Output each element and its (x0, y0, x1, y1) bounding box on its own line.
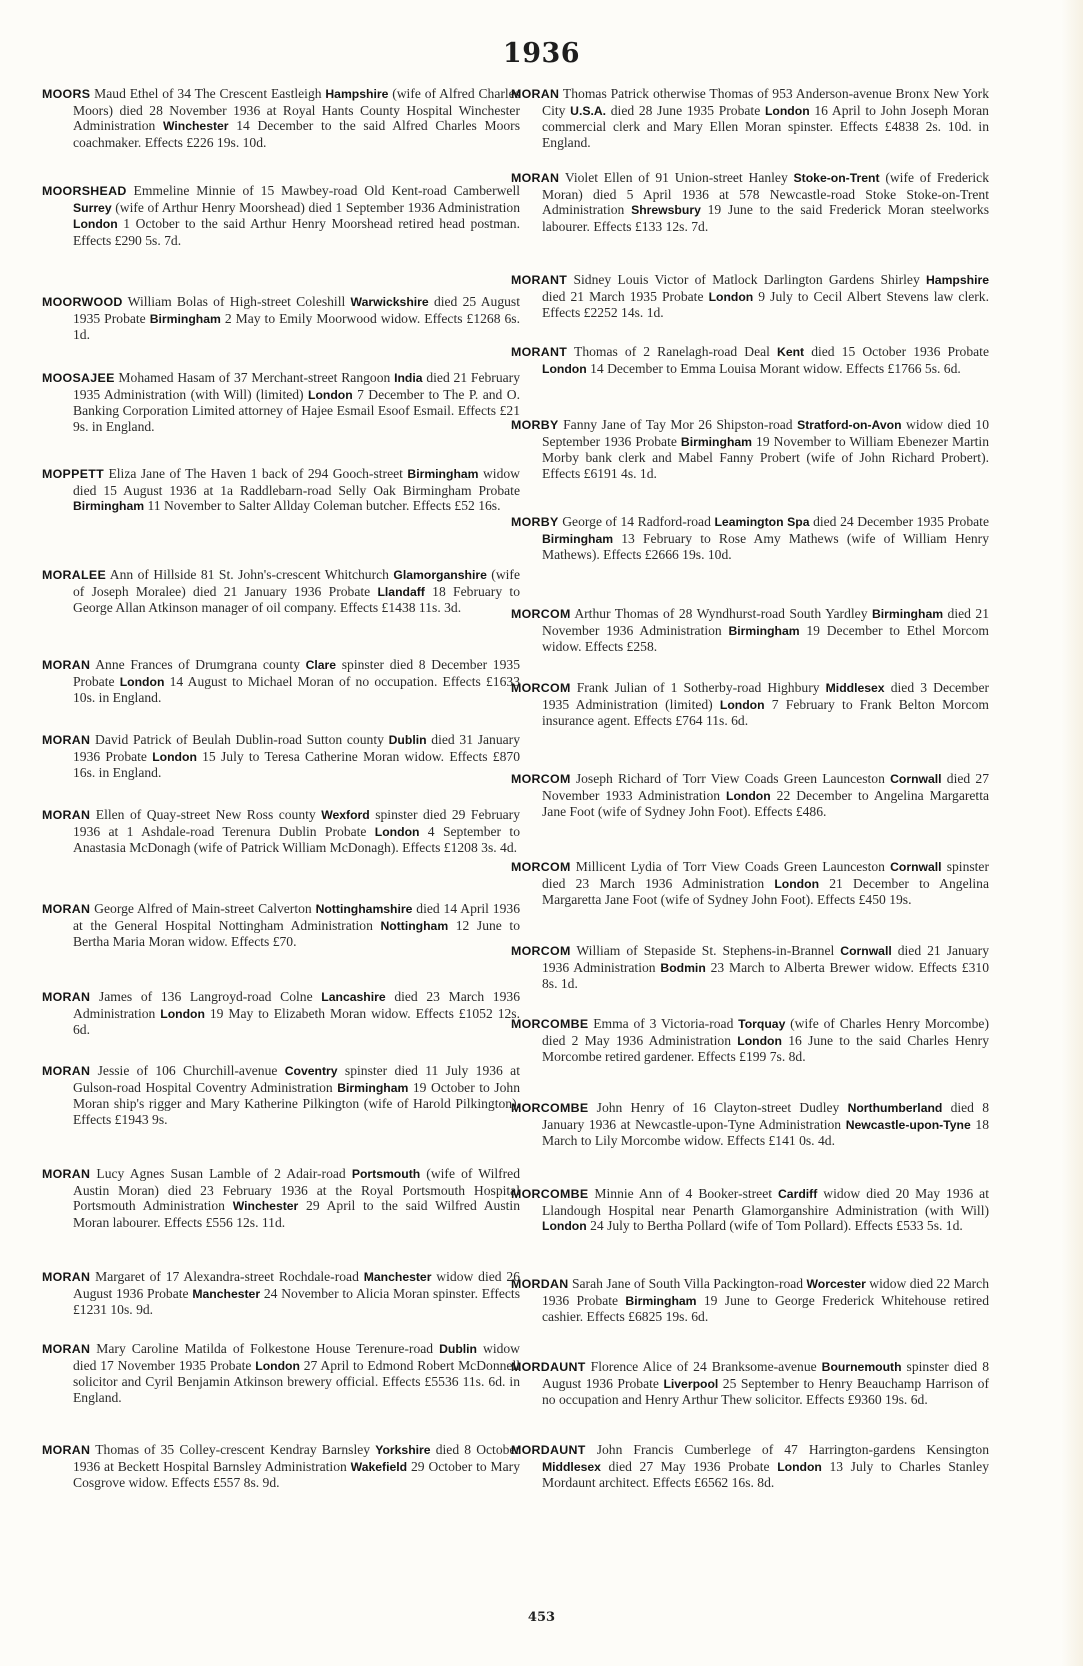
entry-place-name: Birmingham (407, 467, 479, 481)
entry-text: Violet Ellen of 91 Union-street Hanley (559, 170, 794, 185)
entry-surname: MORCOM (511, 681, 571, 695)
entry-text: 14 December to the said Alfred Charles Moors coachmaker. Effects £226 19s. 10d. (73, 118, 520, 150)
entry-text: died 25 August 1935 Probate (73, 294, 520, 326)
probate-entry (42, 732, 520, 781)
page-number: 453 (527, 1610, 556, 1625)
entry-place-name: Llandaff (377, 584, 425, 599)
entry-place-name: Hampshire (325, 87, 389, 101)
entry-surname: MORAN (42, 733, 91, 747)
entry-place-name: London (374, 824, 420, 839)
probate-entry (42, 989, 520, 1038)
entry-surname: MORALEE (42, 568, 107, 582)
entry-place-name: London (160, 1006, 205, 1021)
entry-place-name: Wakefield (350, 1459, 408, 1474)
entry-text: 29 April to the said Wilfred Austin Moran labourer. Effects £556 12s. 11d. (73, 1198, 520, 1230)
entry-place-name: Nottingham (380, 918, 449, 933)
entry-place-name: London (764, 103, 810, 118)
entry-place-name: U.S.A. (570, 103, 607, 118)
entry-place-name: Coventry (284, 1064, 338, 1078)
entry-place-name: Middlesex (542, 1459, 601, 1474)
entry-surname: MORCOM (511, 607, 571, 621)
probate-entry (511, 1276, 989, 1325)
probate-entry (511, 344, 989, 377)
entry-text: 19 June to the said Frederick Moran steelworks labourer. Effects £133 12s. 7d. (542, 202, 989, 234)
entry-place-name: London (73, 217, 118, 232)
entry-text: widow died 10 September 1936 Probate (542, 417, 989, 449)
probate-entry (511, 1100, 989, 1149)
entry-place-name: Birmingham (542, 531, 614, 546)
probate-entry (42, 1063, 520, 1127)
entry-text: Emmeline Minnie of 15 Mawbey-road Old Kent-road Camberwell (126, 183, 520, 198)
entry-place-name: Leamington Spa (714, 515, 810, 529)
entry-text: 19 May to Elizabeth Moran widow. Effects £1052 12s. 6d. (73, 1005, 520, 1038)
entry-surname: MORBY (511, 515, 559, 529)
entry-text: died 21 November 1936 Administration (542, 606, 989, 638)
entry-text: widow died 26 August 1936 Probate (73, 1269, 520, 1301)
entry-place-name: London (308, 387, 353, 402)
entry-place-name: Glamorganshire (393, 568, 487, 582)
probate-entry (511, 859, 989, 908)
entry-text: Margaret of 17 Alexandra-street Rochdale-road (90, 1269, 364, 1284)
entry-text: Sidney Louis Victor of Matlock Darlington Gardens Shirley (567, 272, 926, 287)
entry-text: 16 June to the said Charles Henry Morcombe retired gardener. Effects £199 7s. 8d. (542, 1032, 989, 1065)
entry-text: 29 October to Mary Cosgrove widow. Effects £557 8s. 9d. (73, 1458, 520, 1491)
entry-text: 23 March to Alberta Brewer widow. Effects £310 8s. 1d. (542, 959, 989, 992)
entry-text: 19 June to George Frederick Whitehouse retired cashier. Effects £6825 19s. 6d. (542, 1292, 989, 1325)
entry-surname: MOOSAJEE (42, 371, 115, 385)
entry-text: Ann of Hillside 81 St. John's-crescent Whitchurch (106, 567, 394, 582)
entry-place-name: Stoke-on-Trent (793, 171, 880, 185)
probate-entry (42, 1442, 520, 1491)
entry-place-name: Nottinghamshire (315, 902, 413, 916)
entry-place-name: Worcester (806, 1277, 866, 1291)
entry-place-name: London (726, 788, 771, 803)
entry-text: (wife of Frederick Moran) died 5 April 1936 at 578 Newcastle-road Stoke Stoke-on-Trent Administration (542, 170, 989, 218)
probate-entry (42, 294, 520, 343)
entry-surname: MORAN (42, 1270, 91, 1284)
entry-place-name: Cornwall (890, 860, 942, 874)
entry-place-name: Birmingham (625, 1293, 697, 1308)
entry-surname: MORBY (511, 418, 559, 432)
entry-text: spinster died 8 December 1935 Probate (73, 657, 520, 689)
entry-text: 18 February to George Allan Atkinson manager of oil company. Effects £1438 11s. 3d. (73, 583, 520, 616)
entry-place-name: Bournemouth (821, 1360, 902, 1374)
entry-text: 12 June to Bertha Maria Moran widow. Effects £70. (73, 917, 520, 950)
entry-text: died 21 January 1936 Administration (542, 943, 989, 975)
entry-surname: MORANT (511, 345, 568, 359)
entry-text: 24 November to Alicia Moran spinster. Effects £1231 10s. 9d. (73, 1285, 520, 1318)
entry-text: died 15 October 1936 Probate (804, 344, 989, 359)
entry-text: (wife of Arthur Henry Moorshead) died 1 September 1936 Administration (111, 199, 520, 215)
probate-entry (42, 1341, 520, 1405)
entry-text: 19 October to John Moran ship's rigger and Mary Katherine Pilkington (wife of Harold Pilkington). Effects £1943 9s. (73, 1079, 520, 1127)
entry-text: died 21 February 1935 Administration (with Will) (limited) (73, 370, 520, 402)
entry-text: spinster died 11 July 1936 at Gulson-road Hospital Coventry Administration (73, 1063, 520, 1095)
entry-text: 15 July to Teresa Catherine Moran widow. Effects £870 16s. in England. (73, 748, 520, 781)
probate-entry (42, 657, 520, 706)
entry-text: widow died 20 May 1936 at Llandough Hospital near Penarth Glamorganshire Administration (with Will) (542, 1186, 989, 1218)
probate-entry (42, 86, 520, 150)
entry-text: Ellen of Quay-street New Ross county (90, 807, 322, 822)
entry-text: Thomas of 2 Ranelagh-road Deal (567, 344, 778, 359)
entry-text: Minnie Ann of 4 Booker-street (588, 1186, 778, 1201)
entry-text: died 27 November 1933 Administration (542, 771, 990, 803)
entry-place-name: Surrey (73, 200, 112, 215)
entry-surname: MORDAN (511, 1277, 569, 1291)
entry-surname: MORAN (42, 902, 91, 916)
entry-text: James of 136 Langroyd-road Colne (90, 989, 322, 1004)
entry-text: Eliza Jane of The Haven 1 back of 294 Gooch-street (104, 466, 408, 481)
probate-entry (42, 807, 520, 856)
entry-place-name: Kent (777, 345, 805, 359)
entry-text: 2 May to Emily Moorwood widow. Effects £1268 6s. 1d. (73, 310, 520, 343)
entry-text: 1 October to the said Arthur Henry Moorshead retired head postman. Effects £290 5s. 7d. (73, 216, 520, 248)
entry-surname: MORAN (42, 1443, 91, 1457)
entry-place-name: London (777, 1459, 822, 1474)
entry-text: 11 November to Salter Allday Coleman butcher. Effects £52 16s. (144, 498, 501, 514)
probate-entry (511, 170, 989, 234)
entry-text: spinster died 23 March 1936 Administration (542, 859, 989, 891)
entry-place-name: London (708, 289, 754, 304)
entry-surname: MORAN (42, 658, 91, 672)
entry-surname: MORAN (511, 171, 560, 185)
entry-place-name: Clare (305, 658, 337, 672)
entry-place-name: Hampshire (926, 273, 989, 287)
probate-entry (511, 1442, 989, 1491)
entry-text: Emma of 3 Victoria-road (588, 1016, 739, 1031)
entry-text: Jessie of 106 Churchill-avenue (90, 1063, 285, 1078)
entry-text: died 24 December 1935 Probate (809, 514, 989, 529)
entry-surname: MOORWOOD (42, 295, 123, 309)
probate-entry (511, 771, 989, 820)
entry-text: Maud Ethel of 34 The Crescent Eastleigh (90, 86, 326, 101)
entry-text: Sarah Jane of South Villa Packington-road (568, 1276, 807, 1291)
entry-text: 22 December to Angelina Margaretta Jane Foot (wife of Sydney John Foot). Effects £486. (542, 787, 990, 820)
probate-entry (511, 1016, 989, 1065)
entry-place-name: London (255, 1358, 300, 1373)
entry-text: Florence Alice of 24 Branksome-avenue (585, 1359, 822, 1374)
entry-place-name: Birmingham (149, 311, 221, 326)
probate-entry (42, 1166, 520, 1230)
entry-text: died 31 January 1936 Probate (73, 732, 520, 764)
entry-place-name: Lancashire (321, 990, 386, 1004)
entry-text: 18 March to Lily Morcombe widow. Effects £141 0s. 4d. (542, 1116, 989, 1149)
entry-text: 14 August to Michael Moran of no occupation. Effects £1633 10s. in England. (73, 673, 520, 706)
entry-text: Mohamed Hasam of 37 Merchant-street Rangoon (114, 370, 395, 385)
probate-entry (511, 1359, 989, 1408)
entry-text: 24 July to Bertha Pollard (wife of Tom Pollard). Effects £533 5s. 1d. (586, 1218, 963, 1234)
entry-text: 7 February to Frank Belton Morcom insurance agent. Effects £764 11s. 6d. (542, 696, 989, 729)
entry-place-name: Yorkshire (375, 1443, 431, 1457)
probate-entry (42, 183, 520, 248)
entry-place-name: Cornwall (840, 944, 892, 958)
entry-text: died 8 October 1936 at Beckett Hospital Barnsley Administration (73, 1442, 520, 1474)
entry-text: widow died 15 August 1936 at 1a Raddlebarn-road Selly Oak Birmingham Probate (73, 466, 520, 498)
entry-surname: MORCOMBE (511, 1187, 589, 1201)
probate-entry (511, 272, 989, 321)
entry-place-name: Bodmin (660, 960, 706, 975)
entry-surname: MORCOM (511, 944, 571, 958)
entry-surname: MORAN (42, 1342, 91, 1356)
entry-text: 19 December to Ethel Morcom widow. Effects £258. (542, 622, 989, 655)
entry-text: spinster died 29 February 1936 at 1 Ashdale-road Terenura Dublin Probate (73, 807, 521, 839)
entry-place-name: Middlesex (825, 681, 885, 695)
entry-text: Frank Julian of 1 Sotherby-road Highbury (570, 680, 826, 695)
entry-text: (wife of Charles Henry Morcombe) died 2 May 1936 Administration (542, 1016, 989, 1048)
entry-text: widow died 22 March 1936 Probate (542, 1276, 989, 1308)
entry-place-name: Birmingham (728, 623, 800, 638)
entry-text: Arthur Thomas of 28 Wyndhurst-road South Yardley (570, 606, 872, 621)
probate-entry (511, 680, 989, 729)
entry-text: 16 April to John Joseph Moran commercial clerk and Mary Ellen Moran spinster. Effects £4838 2s. 10d. in England. (542, 102, 989, 150)
probate-entry (511, 86, 989, 150)
entry-place-name: Dublin (439, 1342, 477, 1356)
entry-text: died 21 March 1935 Probate (542, 288, 709, 304)
probate-entry (42, 370, 520, 434)
entry-text: died 27 May 1936 Probate (600, 1458, 778, 1474)
entry-surname: MORDAUNT (511, 1443, 586, 1457)
entry-surname: MORCOM (511, 772, 571, 786)
probate-entry (511, 514, 989, 563)
entry-place-name: Stratford-on-Avon (797, 418, 902, 432)
entry-text: David Patrick of Beulah Dublin-road Sutton county (90, 732, 389, 747)
entry-place-name: Portsmouth (351, 1167, 421, 1181)
entry-surname: MOORS (42, 87, 91, 101)
entry-place-name: Warwickshire (350, 295, 429, 309)
entry-text: 13 February to Rose Amy Mathews (wife of William Henry Mathews). Effects £2666 19s. 10d. (542, 530, 989, 563)
entry-text: 13 July to Charles Stanley Mordaunt architect. Effects £6562 16s. 8d. (542, 1458, 989, 1491)
entry-place-name: Birmingham (871, 607, 944, 621)
probate-entry (42, 1269, 520, 1318)
entry-text: Millicent Lydia of Torr View Coads Green Launceston (570, 859, 891, 874)
probate-entry (511, 417, 989, 481)
entry-place-name: Winchester (162, 119, 229, 134)
entry-surname: MORDAUNT (511, 1360, 586, 1374)
entry-text: died 23 March 1936 Administration (73, 989, 520, 1021)
entry-text: 7 December to The P. and O. Banking Corporation Limited attorney of Hajee Esmail Esoof Esmail. Effects £21 9s. in England. (73, 386, 520, 434)
entry-surname: MORANT (511, 273, 568, 287)
entry-place-name: Winchester (232, 1199, 299, 1214)
entry-text: John Francis Cumberlege of 47 Harrington-gardens Kensington (585, 1442, 989, 1457)
entry-place-name: Liverpool (663, 1376, 719, 1391)
entry-text: George of 14 Radford-road (558, 514, 715, 529)
entry-place-name: Wexford (321, 808, 370, 822)
entry-place-name: London (542, 1219, 587, 1234)
entry-text: 21 December to Angelina Margaretta Jane Foot (wife of Sydney John Foot). Effects £450 19s. (542, 875, 989, 908)
entry-text: Mary Caroline Matilda of Folkestone House Terenure-road (90, 1341, 440, 1356)
entry-text: 4 September to Anastasia McDonagh (wife of Patrick William McDonagh). Effects £1208 3s. 4d. (73, 823, 520, 856)
entry-place-name: Manchester (192, 1286, 261, 1301)
entry-text: John Henry of 16 Clayton-street Dudley (588, 1100, 848, 1115)
entry-text: Thomas Patrick otherwise Thomas of 953 Anderson-avenue Bronx New York City (542, 86, 989, 118)
entry-text: (wife of Joseph Moralee) died 21 January 1936 Probate (73, 567, 520, 599)
entry-text: died 28 June 1935 Probate (606, 102, 765, 118)
entry-surname: MOPPETT (42, 467, 104, 481)
entry-text: Anne Frances of Drumgrana county (90, 657, 306, 672)
entry-surname: MORCOM (511, 860, 571, 874)
probate-entry (511, 943, 989, 992)
entry-place-name: Manchester (363, 1270, 432, 1284)
entry-text: (wife of Wilfred Austin Moran) died 23 February 1936 at the Royal Portsmouth Hospital Portsmouth Administration (73, 1166, 521, 1214)
page-edge-shadow (1061, 0, 1083, 1666)
entry-text: 19 November to William Ebenezer Martin Morby bank clerk and Mabel Fanny Probert (wife of John Richard Probert). Effects £6191 4s. 1d. (542, 433, 989, 481)
entry-text: William Bolas of High-street Coleshill (122, 294, 351, 309)
entry-place-name: Birmingham (73, 499, 145, 514)
entry-place-name: Torquay (738, 1017, 786, 1031)
entry-place-name: Dublin (388, 733, 427, 747)
entry-surname: MORAN (42, 808, 91, 822)
entry-place-name: London (542, 361, 587, 376)
entry-text: died 14 April 1936 at the General Hospital Nottingham Administration (73, 901, 520, 933)
probate-entry (511, 606, 989, 655)
entry-place-name: Northumberland (847, 1101, 943, 1115)
entry-surname: MORCOMBE (511, 1017, 589, 1031)
entry-place-name: London (737, 1033, 782, 1048)
entry-surname: MORAN (42, 1167, 91, 1181)
entry-text: 25 September to Henry Beauchamp Harrison of no occupation and Henry Arthur Thew solicitor. Effects £9360 19s. 6d. (542, 1375, 989, 1408)
entry-surname: MORCOMBE (511, 1101, 589, 1115)
entry-surname: MOORSHEAD (42, 184, 127, 198)
entry-place-name: Shrewsbury (631, 203, 701, 218)
probate-entry (42, 901, 520, 950)
entry-text: William of Stepaside St. Stephens-in-Brannel (570, 943, 841, 958)
entry-place-name: London (774, 876, 820, 891)
entry-place-name: London (119, 674, 165, 689)
entry-text: 14 December to Emma Louisa Morant widow. Effects £1766 5s. 6d. (586, 360, 961, 376)
entry-text: Thomas of 35 Colley-crescent Kendray Barnsley (90, 1442, 376, 1457)
entry-surname: MORAN (42, 1064, 91, 1078)
entry-surname: MORAN (42, 990, 91, 1004)
entry-text: (wife of Alfred Charles Moors) died 28 November 1936 at Royal Hants County Hospital Winchester Administration (73, 86, 520, 134)
entry-text: Joseph Richard of Torr View Coads Green Launceston (570, 771, 891, 786)
entry-text: died 8 January 1936 at Newcastle-upon-Tyne Administration (542, 1100, 989, 1132)
probate-entry (42, 567, 520, 616)
entry-text: died 3 December 1935 Administration (limited) (542, 680, 990, 712)
entry-place-name: Birmingham (337, 1080, 409, 1095)
entry-place-name: London (719, 697, 765, 712)
entry-text: 27 April to Edmond Robert McDonnell solicitor and Cyril Benjamin Atkinson brewery official. Effects £5536 11s. 6d. in England. (73, 1357, 521, 1405)
entry-place-name: India (394, 371, 423, 385)
entry-place-name: Newcastle-upon-Tyne (845, 1117, 971, 1132)
entry-text: Lucy Agnes Susan Lamble of 2 Adair-road (90, 1166, 352, 1181)
entry-place-name: Cornwall (890, 772, 942, 786)
entry-place-name: Birmingham (680, 434, 753, 449)
entry-text: Fanny Jane of Tay Mor 26 Shipston-road (558, 417, 798, 432)
entry-place-name: Cardiff (778, 1187, 818, 1201)
entry-text: 9 July to Cecil Albert Stevens law clerk. Effects £2252 14s. 1d. (542, 288, 989, 321)
entry-place-name: London (152, 749, 197, 764)
entry-text: spinster died 8 August 1936 Probate (542, 1359, 989, 1391)
entry-surname: MORAN (511, 87, 560, 101)
probate-entry (511, 1186, 989, 1235)
entry-text: George Alfred of Main-street Calverton (90, 901, 316, 916)
entry-text: widow died 17 November 1935 Probate (73, 1341, 521, 1373)
probate-entry (42, 466, 520, 515)
page-year-heading: 1936 (502, 38, 581, 69)
